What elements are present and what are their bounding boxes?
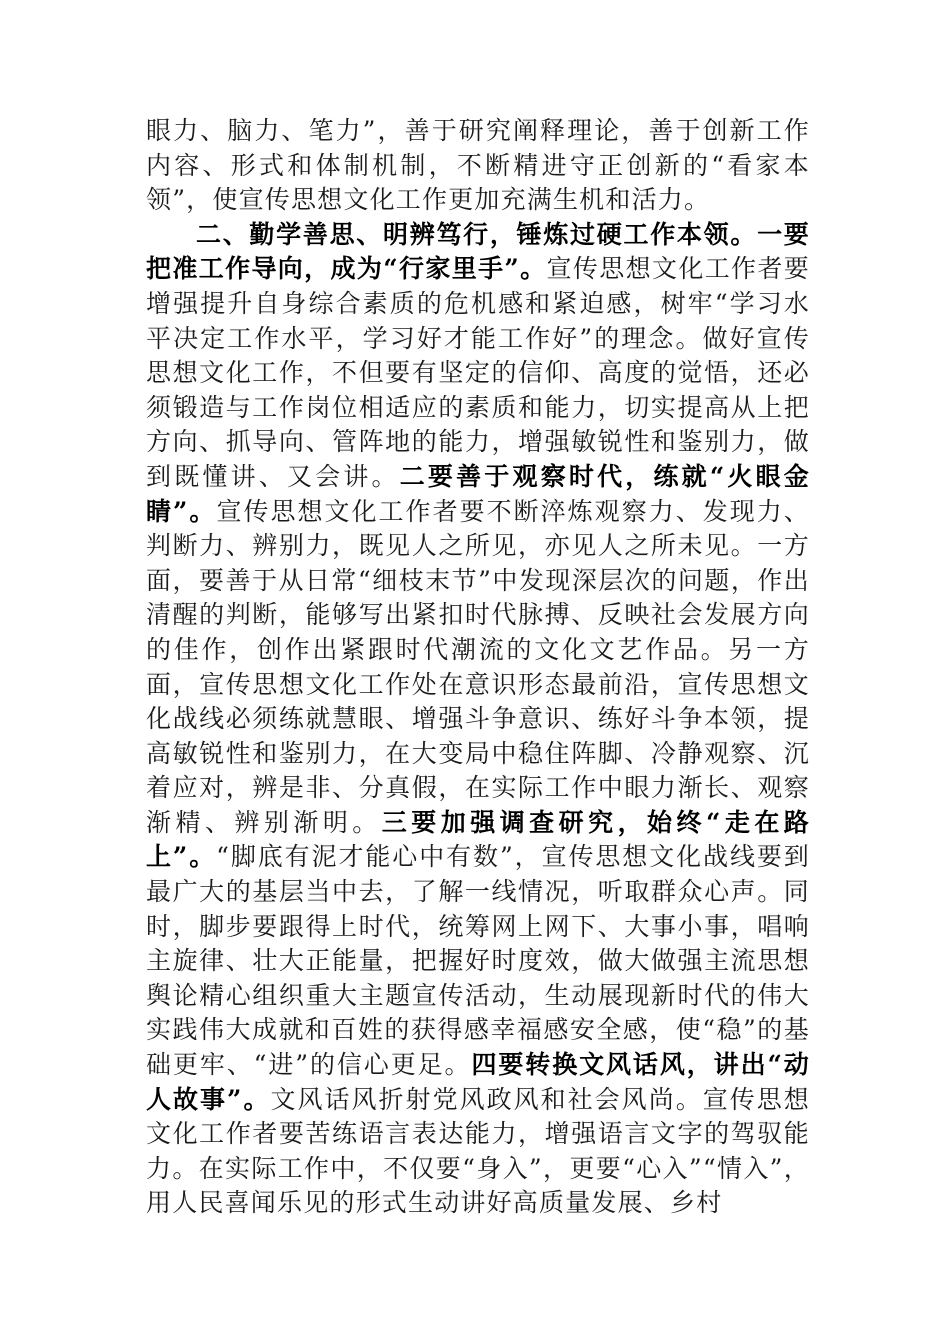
point-heading-3: 三要加强调查研究，始终“走在路上”。 bbox=[146, 807, 810, 872]
text-segment: 文风话风折射党风政风和社会风尚。宣传思想文化工作者要苦练语言表达能力，增强语言文字的驾驭能力。在实际工作中，不仅要“身入”，更要“心入”“情入”，用人民喜闻乐见的形式生动讲好高质量发展、乡村 bbox=[146, 1084, 810, 1218]
paragraph-1 bbox=[146, 114, 810, 218]
document-body bbox=[146, 114, 810, 1221]
point-heading-4: 四要转换文风话风，讲出“动人故事”。 bbox=[146, 1050, 810, 1114]
text-segment: 宣传思想文化工作者要不断淬炼观察力、发现力、判断力、辨别力，既见人之所见，亦见人之所未见。一方面，要善于从日常“细枝末节”中发现深层次的问题，作出清醒的判断，能够写出紧扣时代脉搏、反映社会发展方向的佳作，创作出紧跟时代潮流的文化文艺作品。另一方面，宣传思想文化工作处在意识形态最前沿，宣传思想文化战线必须练就慧眼、增强斗争意识、练好斗争本领，提高敏锐性和鉴别力，在大变局中稳住阵脚、冷静观察、沉着应对，辨是非、分真假，在实际工作中眼力渐长、观察渐精、辨别渐明。 bbox=[146, 496, 810, 837]
text-segment: 宣传思想文化工作者要增强提升自身综合素质的危机感和紧迫感，树牢“学习水平决定工作水平，学习好才能工作好”的理念。做好宣传思想文化工作，不但要有坚定的信仰、高度的觉悟，还必须锻造与工作岗位相适应的素质和能力，切实提高从上把方向、抓导向、管阵地的能力，增强敏锐性和鉴别力，做到既懂讲、又会讲。 bbox=[146, 254, 810, 491]
section-heading: 二、勤学善思、明辨笃行，锤炼过硬工作本领。一要把准工作导向，成为“行家里手”。 bbox=[146, 219, 810, 284]
text-segment: “脚底有泥才能心中有数”，宣传思想文化战线要到最广大的基层当中去，了解一线情况，听取群众心声。同时，脚步要跟得上时代，统筹网上网下、大事小事，唱响主旋律、壮大正能量，把握好时度效，做大做强主流思想舆论精心组织重大主题宣传活动，生动展现新时代的伟大实践伟大成就和百姓的获得感幸福感安全感，使“稳”的基础更牢、“进”的信心更足。 bbox=[146, 842, 810, 1080]
paragraph-2 bbox=[146, 218, 810, 1221]
point-heading-2: 二要善于观察时代，练就“火眼金睛”。 bbox=[146, 461, 810, 526]
text-segment: 眼力、脑力、笔力”，善于研究阐释理论，善于创新工作内容、形式和体制机制，不断精进守正创新的“看家本领”，使宣传思想文化工作更加充满生机和活力。 bbox=[146, 116, 810, 215]
